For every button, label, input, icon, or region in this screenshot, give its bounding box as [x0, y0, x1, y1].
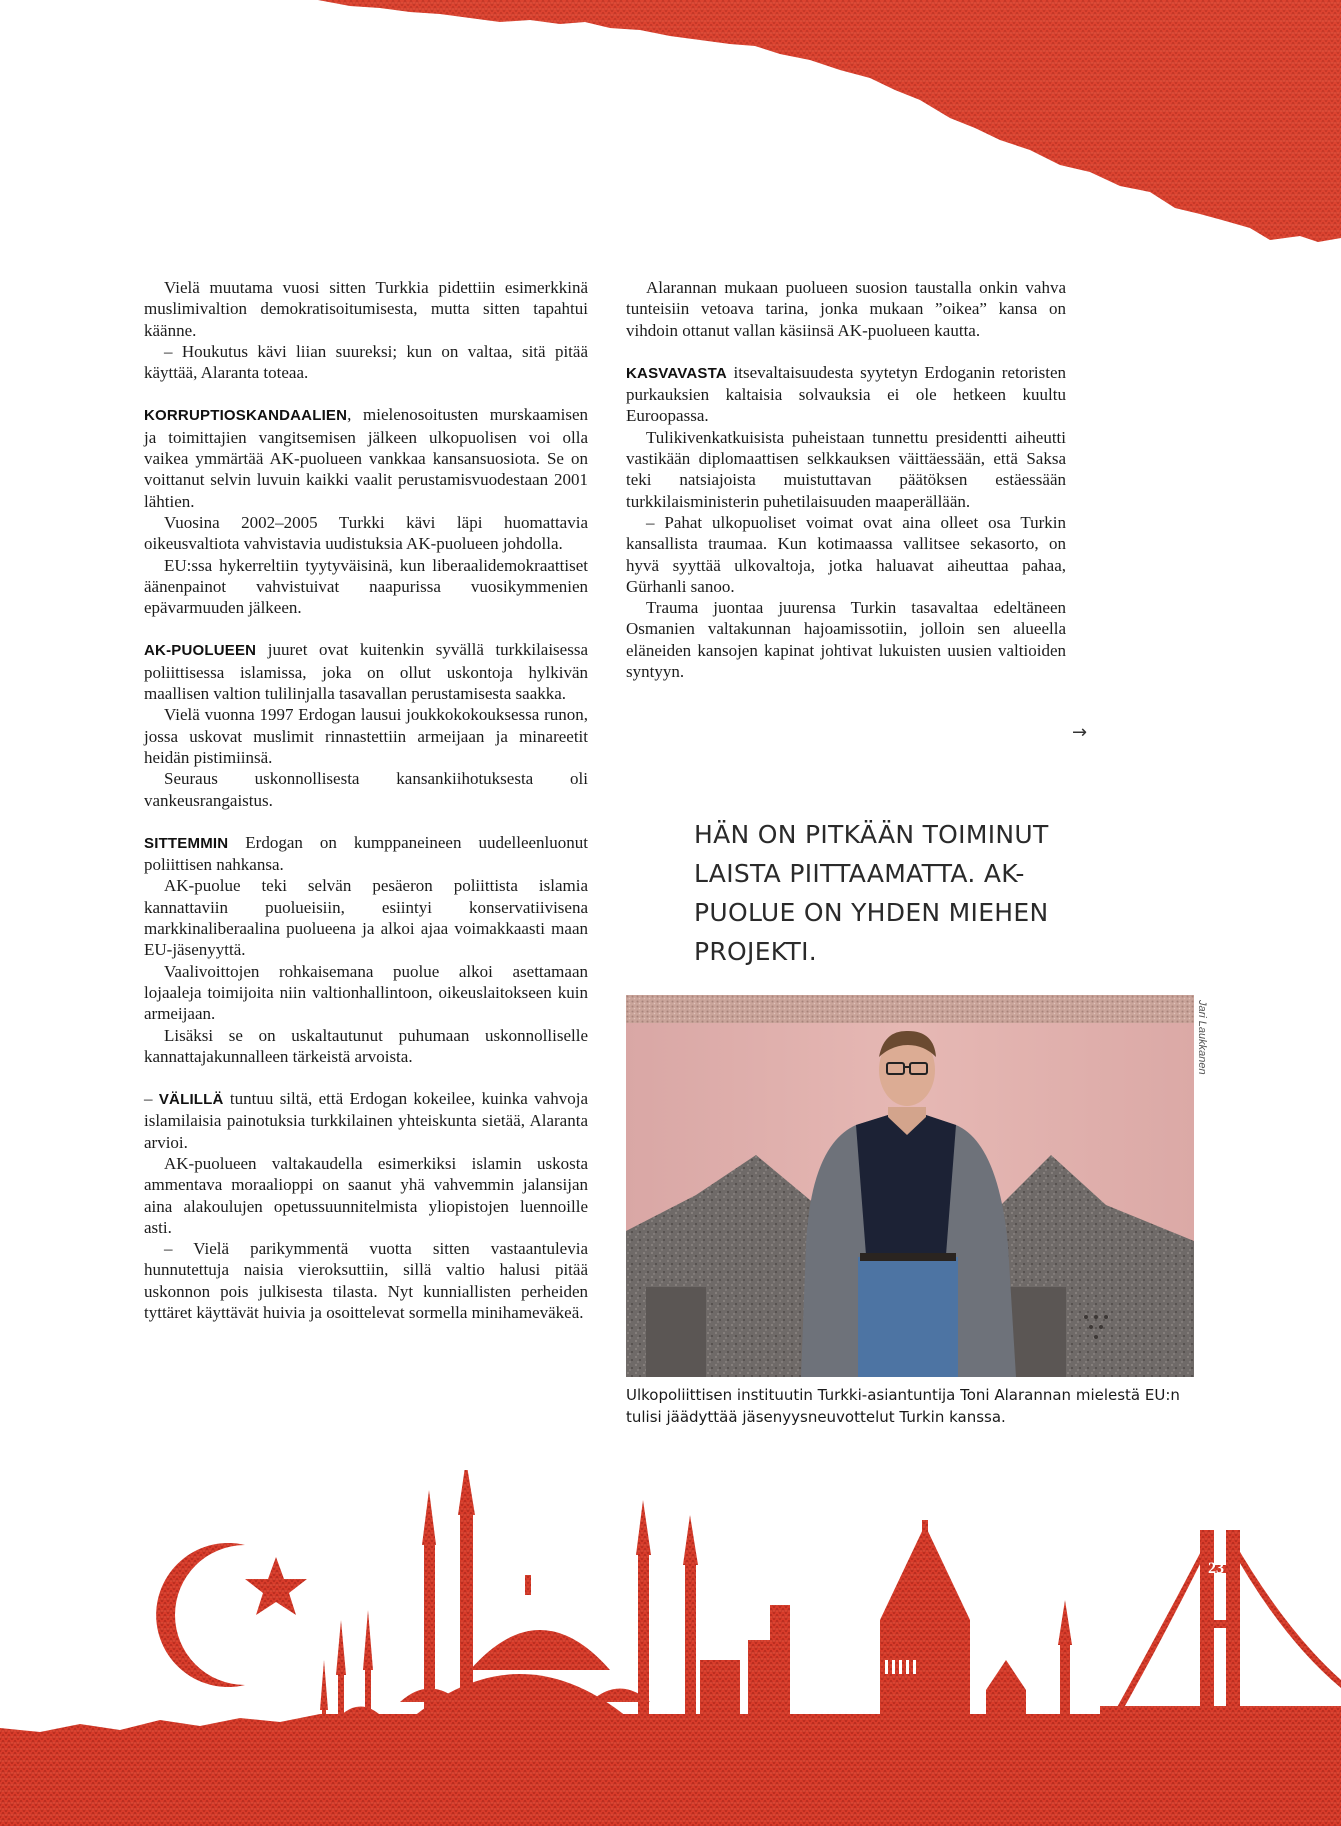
issue-date: 13.4.2017 — [1010, 1561, 1068, 1576]
paragraph: Vuosina 2002–2005 Turkki kävi läpi huomattavia oikeusvaltiota vahvistavia uudistuksia AK-puolueen johdolla. — [144, 512, 588, 554]
paragraph: – Vielä parikymmentä vuotta sitten vastaantulevia hunnutettuja naisia vieroksuttiin, sillä valtio halusi pitää uskonnon pois julkisesta tilasta. Nyt kunniallisten perheiden tyttäret käyttävät huivia ja osoittelevat sormella minihameväkeä. — [144, 1239, 588, 1323]
paragraph: EU:ssa hykerreltiin tyytyväisinä, kun liberaalidemokraattiset äänenpainot vahvistuivat naapurissa vuosikymmenien epävarmuuden jälkeen. — [144, 555, 588, 618]
section-lead: KORRUPTIOSKANDAALIEN — [144, 407, 348, 425]
section-lead: SITTEMMIN — [144, 834, 229, 852]
section-lead: KASVAVASTA — [626, 364, 727, 382]
section-paragraph: AK-PUOLUEEN juuret ovat kuitenkin syvällä turkkilaisessa poliittisessa islamissa, joka on ollut uskontoja hylkivän maallisen valtion tulilinjalla tasavallan perustamisesta saakka. — [144, 640, 588, 704]
istanbul-skyline-illustration — [0, 1470, 1341, 1826]
section-lead: VÄLILLÄ — [158, 1091, 224, 1109]
photo-credit: Jari Laukkanen — [1196, 1000, 1208, 1075]
paragraph: Lisäksi se on uskaltautunut puhumaan uskonnolliselle kannattajakunnalleen tärkeistä arvoista. — [144, 1025, 588, 1066]
section-lead: AK-PUOLUEEN — [144, 642, 257, 660]
section-paragraph: – VÄLILLÄ tuntuu siltä, että Erdogan kokeilee, kuinka vahvoja islamilaisia painotuksia turkkilainen yhteiskunta sietää, Alaranta arvioi. — [144, 1089, 588, 1152]
paragraph: Trauma juontaa juurensa Turkin tasavaltaa edeltäneen Osmanien valtakunnan hajoamissotiin, jolloin sen alueella eläneiden kansojen kapinat johtivat lukuisten uusien valtioiden syntyyn. — [626, 598, 1066, 682]
section-paragraph: SITTEMMIN Erdogan on kumppaneineen uudelleenluonut poliittisen nahkansa. — [144, 832, 588, 875]
paragraph: Vielä muutama vuosi sitten Turkkia pidettiin esimerkkinä muslimivaltion demokratisoitumisesta, mutta sitten tapahtui käänne. — [144, 278, 588, 340]
paragraph: – Houkutus kävi liian suureksi; kun on valtaa, sitä pitää käyttää, Alaranta toteaa. — [144, 341, 588, 383]
magazine-name: SUOMENMAA — [1083, 1561, 1191, 1577]
right-text-column — [626, 277, 1066, 682]
page-number: 23 — [1208, 1560, 1225, 1577]
section-paragraph: KASVAVASTA itsevaltaisuudesta syytetyn Erdoganin retoristen purkauksien kaltaisia solvauksia ei ole hetkeen kuultu Euroopassa. — [626, 362, 1066, 426]
paragraph: Vielä vuonna 1997 Erdogan lausui joukkokokouksessa runon, jossa uskovat muslimit rinnastettiin armeijaan ja minareetit heidän pistimiinsä. — [144, 705, 588, 767]
paragraph: AK-puolue teki selvän pesäeron poliittista islamia kannattaviin puolueisiin, esiintyi konservatiivisena markkinaliberaalina puolueena ja alkoi ajaa voimakkaasti maan EU-jäsenyyttä. — [144, 876, 588, 960]
paragraph: Tulikivenkatkuisista puheistaan tunnettu presidentti aiheutti vastikään diplomaattisen selkkauksen väittäessään, että Saksa teki natsiajoista muistuttavan päätöksen estäessään turkkilaisministerin puhetilaisuuden maaperällään. — [626, 427, 1066, 511]
continue-arrow-icon: → — [1072, 722, 1088, 743]
paragraph: Seuraus uskonnollisesta kansankiihotuksesta oli vankeusrangaistus. — [144, 769, 588, 810]
section-paragraph: KORRUPTIOSKANDAALIEN, mielenosoitusten murskaamisen ja toimittajien vangitsemisen jälkeen ulkopuolisen voi olla vaikea ymmärtää AK-puolueen vankkaa kansansuosiota. Se on voittanut selvin luvuin kaikki vaalit perustamisvuodestaan 2001 lähtien. — [144, 405, 588, 511]
paragraph: Alarannan mukaan puolueen suosion taustalla onkin vahva tunteisiin vetoava tarina, jonka mukaan ”oikea” kansa on vihdoin ottanut vallan käsiinsä AK-puolueen kautta. — [626, 278, 1066, 340]
page-footer — [1010, 1560, 1224, 1578]
paragraph: – Pahat ulkopuoliset voimat ovat aina olleet osa Turkin kansallista traumaa. Kun kotimaassa vallitsee sekasorto, on hyvä syyttää ulkovaltoja, jotka haluavat aiheuttaa pahaa, Gürhanli sanoo. — [626, 512, 1066, 596]
pull-quote: HÄN ON PITKÄÄN TOIMINUT LAISTA PIITTAAMATTA. AK-PUOLUE ON YHDEN MIEHEN PROJEKTI. — [694, 820, 1049, 966]
photo-caption: Ulkopoliittisen instituutin Turkki-asiantuntija Toni Alarannan mielestä EU:n tulisi jäädyttää jäsenyysneuvottelut Turkin kanssa. — [626, 1386, 1180, 1426]
portrait-photo — [626, 995, 1194, 1377]
paragraph: Vaalivoittojen rohkaisemana puolue alkoi asettamaan lojaaleja toimijoita niin valtionhallintoon, oikeuslaitokseen kuin armeijaan. — [144, 961, 588, 1024]
left-text-column — [144, 277, 588, 1323]
paragraph: AK-puolueen valtakaudella esimerkiksi islamin uskosta ammentava moraalioppi on saanut yhä vahvemmin jalansijan aina alakoulujen opetussuunnitelmista yliopistojen luennoille asti. — [144, 1153, 588, 1237]
torn-paper-top — [0, 0, 1341, 260]
